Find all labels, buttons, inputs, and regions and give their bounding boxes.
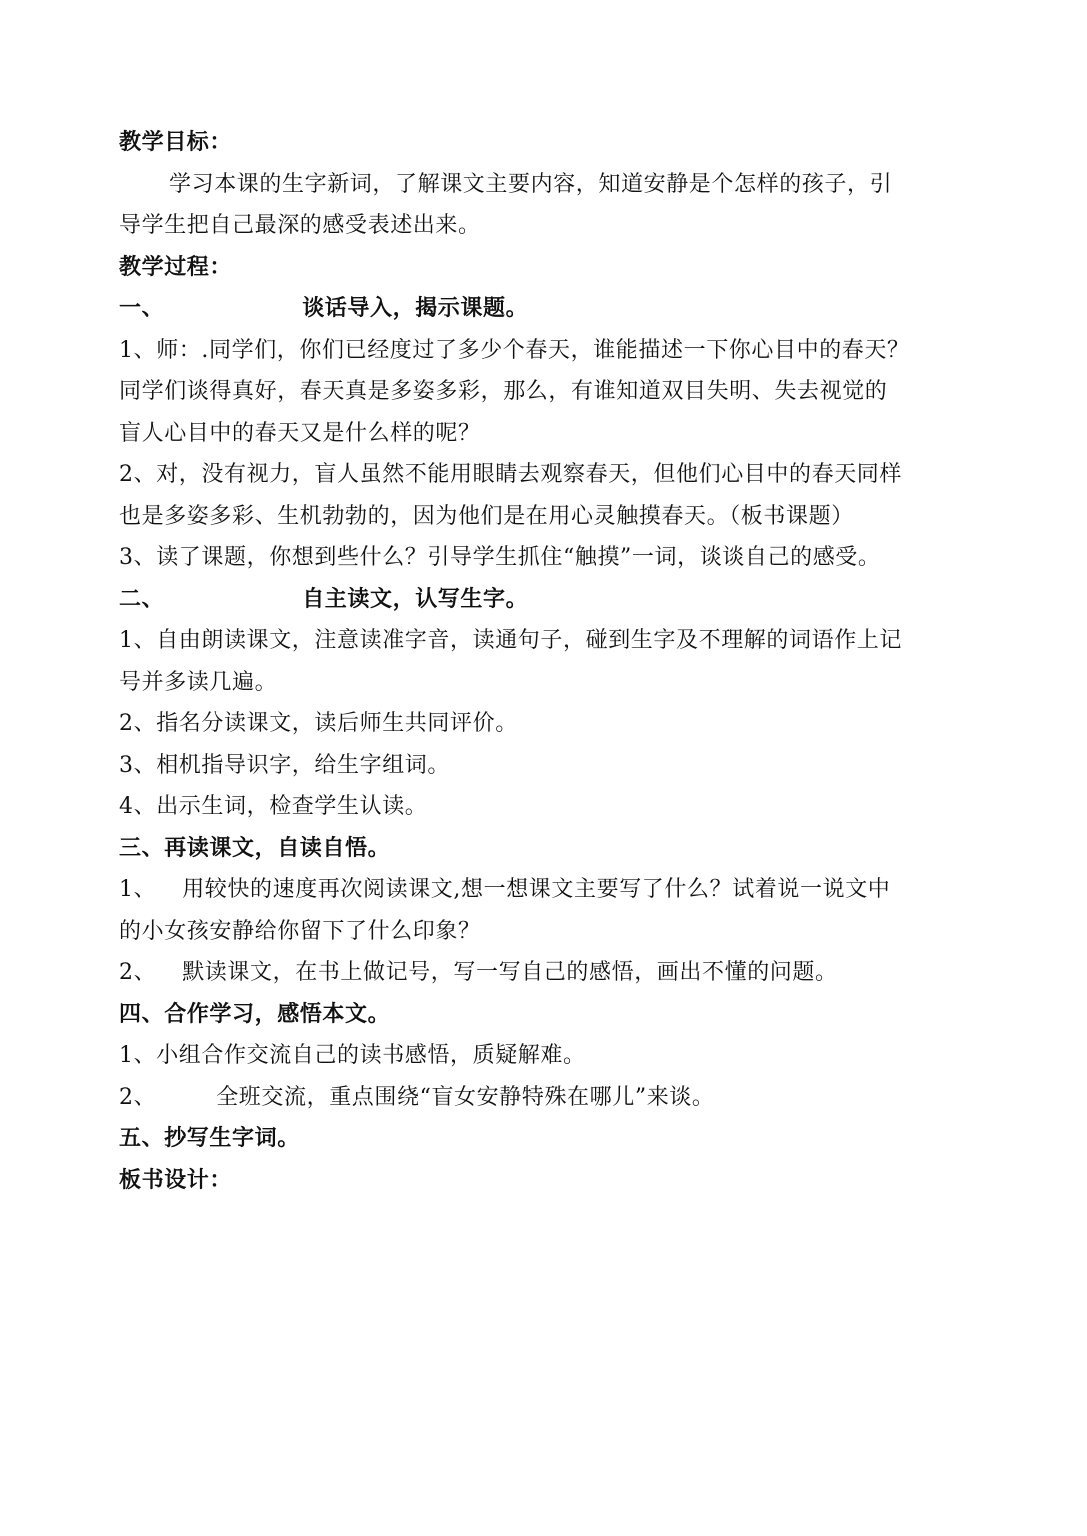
section-1-line: 盲人心目中的春天又是什么样的呢？	[119, 420, 481, 446]
section-4-item-2	[119, 1077, 973, 1119]
section-3-item-1-continued: 的小女孩安静给你留下了什么印象？	[119, 918, 481, 944]
board-design-heading: 板书设计：	[119, 1167, 233, 1193]
section-3-heading: 三、再读课文，自读自悟。	[119, 835, 391, 861]
section-2-line: 4、出示生词，检查学生认读。	[119, 794, 428, 819]
section-2-number: 二、	[119, 586, 165, 612]
section-3-item-1-text: 用较快的速度再次阅读课文,想一想课文主要写了什么？试着说一说文中	[182, 877, 891, 902]
section-2-line: 1、自由朗读课文，注意读准字音，读通句子，碰到生字及不理解的词语作上记	[119, 628, 902, 653]
section-1-line: 1、师：.同学们，你们已经度过了多少个春天，谁能描述一下你心目中的春天？	[119, 337, 910, 363]
section-2-title: 自主读文，认写生字。	[302, 586, 529, 612]
section-3-item-1	[119, 869, 973, 911]
section-4-heading: 四、合作学习，感悟本文。	[119, 1001, 391, 1027]
process-heading: 教学过程：	[119, 254, 233, 280]
section-1-number: 一、	[119, 296, 165, 321]
section-1-line: 2、对，没有视力，盲人虽然不能用眼睛去观察春天，但他们心目中的春天同样	[119, 462, 902, 487]
section-4-item-2-text: 全班交流，重点围绕“盲女安静特殊在哪儿”来谈。	[216, 1084, 715, 1110]
section-4-item-1: 1、小组合作交流自己的读书感悟，质疑解难。	[119, 1043, 586, 1068]
section-1-title: 谈话导入，揭示课题。	[302, 296, 529, 321]
section-3-item-2-text: 默读课文，在书上做记号，写一写自己的感悟，画出不懂的问题。	[182, 960, 838, 985]
lesson-plan-document	[119, 122, 973, 1201]
section-2-line: 号并多读几遍。	[119, 669, 278, 695]
section-4-item-2-number: 2、	[119, 1084, 157, 1110]
section-2-heading	[119, 579, 973, 621]
section-2-line: 2、指名分读课文，读后师生共同评价。	[119, 711, 518, 736]
section-1-line: 3、读了课题，你想到些什么？引导学生抓住“触摸”一词，谈谈自己的感受。	[119, 545, 881, 570]
section-3-item-2-number: 2、	[119, 960, 157, 985]
section-3-item-1-number: 1、	[119, 877, 157, 902]
section-3-item-2	[119, 952, 973, 994]
section-1-line: 同学们谈得真好，春天真是多姿多彩，那么，有谁知道双目失明、失去视觉的	[119, 379, 888, 404]
section-1-line: 也是多姿多彩、生机勃勃的，因为他们是在用心灵触摸春天。（板书课题）	[119, 503, 854, 529]
objectives-text-line-1: 学习本课的生字新词，了解课文主要内容，知道安静是个怎样的孩子，引	[169, 171, 893, 197]
section-5-heading: 五、抄写生字词。	[119, 1126, 300, 1151]
section-1-heading	[119, 288, 973, 330]
objectives-heading: 教学目标：	[119, 130, 233, 155]
objectives-text-line-2: 导学生把自己最深的感受表述出来。	[119, 213, 481, 238]
section-2-line: 3、相机指导识字，给生字组词。	[119, 752, 450, 778]
